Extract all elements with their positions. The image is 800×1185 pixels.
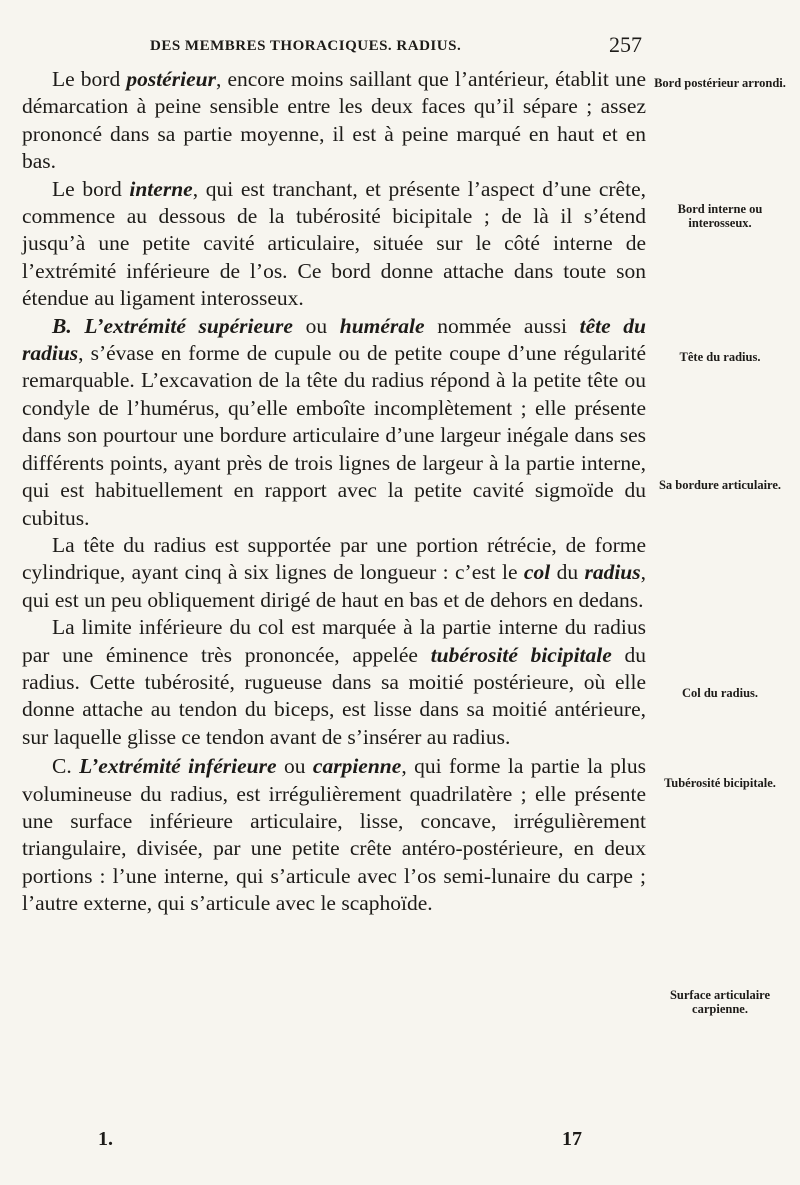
italic-term: tête du radius bbox=[22, 313, 646, 366]
margin-note-tuberosite: Tubérosité bicipitale. bbox=[664, 776, 776, 790]
text-run: La limite inférieure du col est marquée à la partie interne du radius par une éminence très prononcée, appelée bbox=[22, 615, 646, 667]
text-run: Le bord bbox=[52, 176, 130, 201]
main-text bbox=[22, 66, 646, 918]
text-run: La tête du radius est supportée par une portion rétrécie, de forme cylindrique, ayant cinq à six lignes de longueur : c’est le bbox=[22, 532, 646, 585]
italic-term: L’extrémité inférieure bbox=[79, 754, 277, 779]
text-run: , qui est un peu obliquement dirigé de haut en bas et de dehors en dedans. bbox=[22, 560, 647, 612]
paragraph-bord-posterieur bbox=[22, 66, 646, 176]
sheet-number: 17 bbox=[562, 1128, 582, 1150]
italic-term: col bbox=[523, 560, 551, 585]
paragraph-col-du-radius bbox=[22, 532, 646, 614]
italic-term: radius bbox=[584, 560, 641, 585]
text-run: , encore moins saillant que l’antérieur, établit une démarcation à peine sensible entre les deux faces qu’il sépare ; assez prononcé dans sa partie moyenne, il est à peine marqué en haut et en bas. bbox=[22, 67, 646, 174]
margin-note-col-du-radius: Col du radius. bbox=[681, 686, 759, 700]
margin-note-bordure-articulaire: Sa bordure articulaire. bbox=[658, 478, 782, 492]
section-letter: C. bbox=[52, 754, 80, 779]
paragraph-extremite-superieure bbox=[22, 313, 646, 532]
italic-term: L’extrémité supérieure bbox=[84, 313, 293, 338]
page-footer bbox=[0, 1128, 800, 1168]
margin-note-bord-posterieur: Bord postérieur arrondi. bbox=[654, 76, 786, 90]
text-run: Le bord bbox=[52, 67, 127, 91]
text-run: ou bbox=[276, 754, 313, 779]
italic-term: tubérosité bicipitale bbox=[430, 642, 612, 667]
paragraph-extremite-inferieure bbox=[22, 753, 646, 917]
text-run: du bbox=[550, 560, 585, 585]
section-letter: B. bbox=[52, 313, 85, 338]
margin-notes bbox=[650, 0, 795, 1185]
running-header bbox=[22, 32, 642, 62]
page-number: 257 bbox=[609, 32, 642, 57]
margin-note-bord-interne: Bord interne ou interosseux. bbox=[677, 202, 763, 230]
italic-term: humérale bbox=[339, 313, 425, 338]
running-title: DES MEMBRES THORACIQUES. RADIUS. bbox=[150, 38, 462, 54]
paragraph-tuberosite bbox=[22, 614, 646, 751]
italic-term: carpienne bbox=[312, 754, 402, 779]
italic-term: postérieur bbox=[126, 67, 216, 91]
signature-mark: 1. bbox=[98, 1128, 113, 1150]
text-run: , qui est tranchant, et présente l’aspect d’une crête, commence au dessous de la tubérosité bicipitale ; de là il s’étend jusqu’à une petite cavité articulaire, située sur le côté interne de l’extrémité inférieure de l’os. Ce bord donne attache dans toute son étendue au ligament interosseux. bbox=[22, 176, 646, 311]
text-run: nommée aussi bbox=[424, 313, 580, 338]
margin-note-surface-carpienne: Surface articulaire carpienne. bbox=[669, 988, 771, 1016]
text-run: ou bbox=[292, 313, 340, 338]
text-run: , qui forme la partie la plus volumineuse du radius, est irrégulièrement quadrilatère ; elle présente une surface inférieure articulaire, lisse, concave, irrégulièrement triangulaire, divisée, par une petite crête antéro-postérieure, en deux portions : l’une interne, qui s’articule avec l’os semi-lunaire du carpe ; l’autre externe, qui s’articule avec le scaphoïde. bbox=[22, 754, 647, 916]
text-run: , s’évase en forme de cupule ou de petite coupe d’une régularité remarquable. L’excavation de la tête du radius répond à la petite tête ou condyle de l’humérus, qu’elle emboîte incomplètement ; elle présente dans son pourtour une bordure articulaire d’une largeur inégale dans ses différents points, ayant près de trois lignes de largeur à la partie interne, qui est habituellement en rapport avec la petite cavité sigmoïde du cubitus. bbox=[22, 341, 646, 530]
text-run: du radius. Cette tubérosité, rugueuse dans sa moitié postérieure, où elle donne attache au tendon du biceps, est lisse dans sa moitié antérieure, sur laquelle glisse ce tendon avant de s’insérer au radius. bbox=[22, 642, 646, 749]
paragraph-bord-interne bbox=[22, 176, 646, 313]
italic-term: interne bbox=[129, 176, 193, 201]
margin-note-tete-du-radius: Tête du radius. bbox=[679, 350, 761, 364]
